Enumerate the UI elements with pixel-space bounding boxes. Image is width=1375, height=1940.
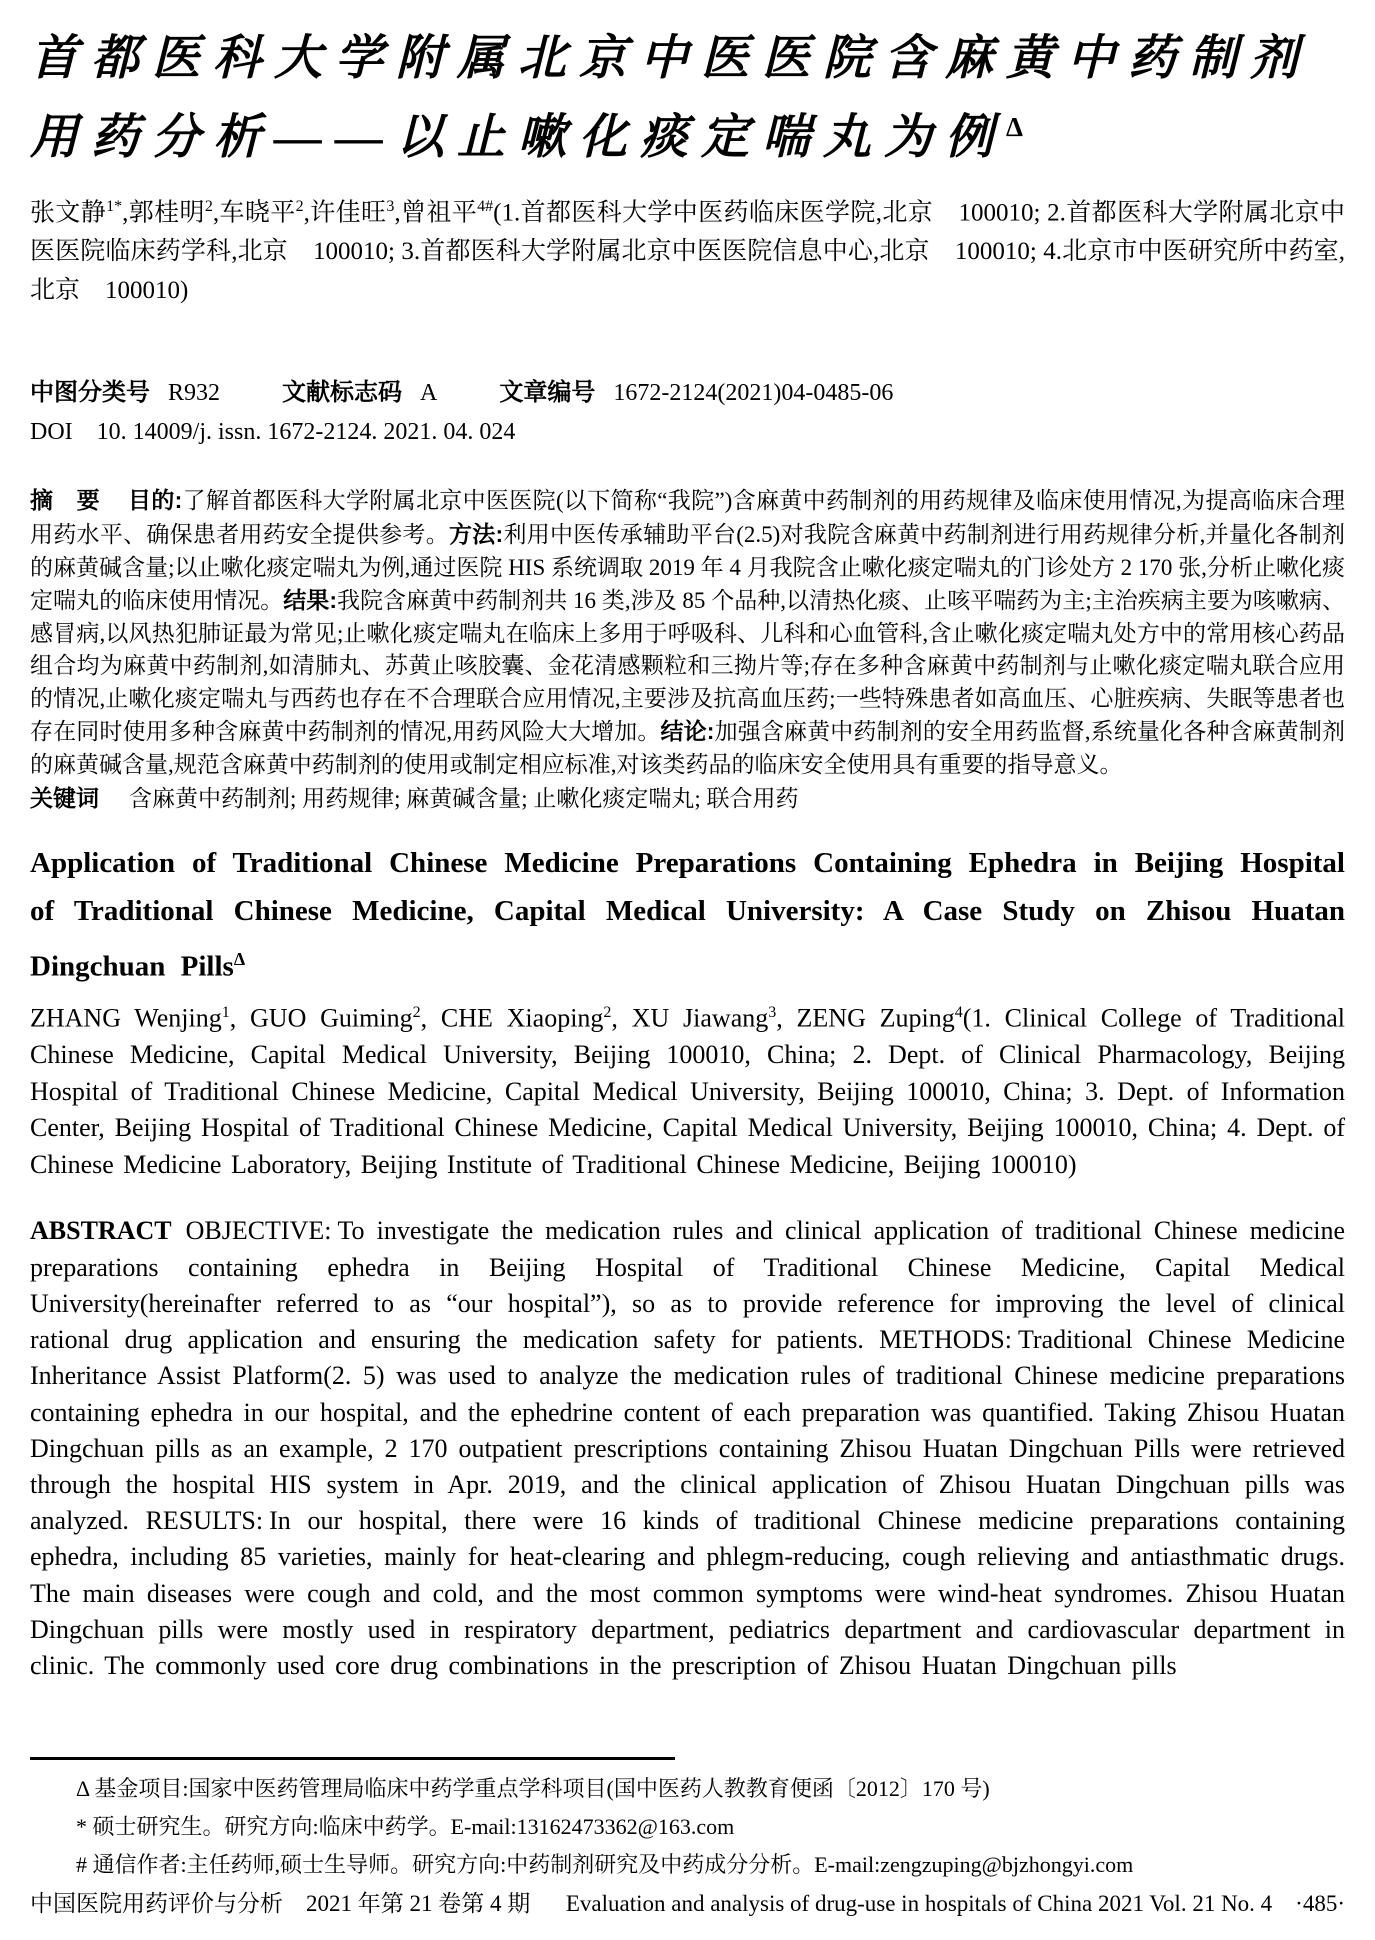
author-sup-en: 3 bbox=[768, 1004, 777, 1022]
keywords-text: 含麻黄中药制剂; 用药规律; 麻黄碱含量; 止嗽化痰定喘丸; 联合用药 bbox=[129, 785, 799, 811]
paper-title-en bbox=[30, 839, 1345, 991]
author-sup: 1* bbox=[106, 198, 123, 215]
title-en-text: Application of Traditional Chinese Medicine Preparations Containing Ephedra in Beijing Hospital of Traditional Chinese Medicine, Capital Medical University: A Case Study on Zhisou Huatan Dingchuan Pills bbox=[30, 846, 1345, 983]
affiliations-cn: (1.首都医科大学中医药临床医学院,北京 100010; 2.首都医科大学附属北京中医医院临床药学科,北京 100010; 3.首都医科大学附属北京中医医院信息中心,北京 100010; 4.北京市中医研究所中药室,北京 100010) bbox=[30, 199, 1345, 305]
clc-label: 中图分类号 bbox=[30, 379, 150, 407]
footnote-block bbox=[30, 1757, 1345, 1884]
keywords-cn bbox=[30, 782, 1345, 815]
author-name-en: , CHE Xiaoping bbox=[420, 1003, 604, 1033]
objective-cn-text: 了解首都医科大学附属北京中医医院(以下简称“我院”)含麻黄中药制剂的用药规律及临床使用情况,为提高临床合理用药水平、确保患者用药安全提供参考。 bbox=[30, 488, 1345, 547]
article-no-value: 1672-2124(2021)04-0485-06 bbox=[613, 380, 894, 407]
footnote-divider bbox=[30, 1757, 675, 1760]
conclusion-cn-label: 结论: bbox=[660, 718, 715, 745]
author-name: ,郭桂明 bbox=[122, 199, 205, 227]
doc-code-label: 文献标志码 bbox=[282, 379, 403, 407]
author-sup-en: 4 bbox=[954, 1004, 963, 1022]
methods-en-label: METHODS: bbox=[879, 1325, 1012, 1355]
author-sup: 4# bbox=[477, 198, 494, 215]
clc-value: R932 bbox=[168, 380, 221, 407]
title-cn-line1: 首都医科大学附属北京中医医院含麻黄中药制剂 bbox=[30, 32, 1312, 85]
footnote-corresponding-author: # 通信作者:主任药师,硕士生导师。研究方向:中药制剂研究及中药成分分析。E-mail:zengzuping@bjzhongyi.com bbox=[76, 1852, 1134, 1877]
doi-value: 10. 14009/j. issn. 1672-2124. 2021. 04. 024 bbox=[96, 419, 516, 446]
objective-en-label: OBJECTIVE: bbox=[185, 1216, 332, 1246]
author-sup: 3 bbox=[386, 198, 395, 215]
footnote-first-author: * 硕士研究生。研究方向:临床中药学。E-mail:13162473362@163.com bbox=[76, 1814, 735, 1839]
authors-en bbox=[30, 995, 1345, 1183]
author-name-en: , ZENG Zuping bbox=[776, 1003, 955, 1033]
author-name-en: , GUO Guiming bbox=[229, 1003, 413, 1033]
author-sup: 2 bbox=[295, 198, 304, 215]
authors-cn bbox=[30, 187, 1345, 310]
results-cn-label: 结果: bbox=[283, 587, 337, 614]
author-sup-en: 1 bbox=[221, 1004, 230, 1022]
author-sup-en: 2 bbox=[603, 1004, 612, 1022]
conclusion-cn-text: 加强含麻黄中药制剂的安全用药监督,系统量化各种含麻黄制剂的麻黄碱含量,规范含麻黄中药制剂的使用或制定相应标准,对该类药品的临床安全使用具有重要的指导意义。 bbox=[30, 719, 1345, 778]
author-name: ,曾祖平 bbox=[394, 199, 478, 227]
results-en-text: In our hospital, there were 16 kinds of traditional Chinese medicine preparations containing ephedra, including 85 varieties, mainly for heat-clearing and phlegm-reducing, cough relieving and antiasthmatic drugs. The main diseases were cough and cold, and the most common symptoms were wind-heat syndromes. Zhisou Huatan Dingchuan pills were mostly used in respiratory department, pediatrics department and cardiovascular department in clinic. The commonly used core drug combinations in the prescription of Zhisou Huatan Dingchuan pills bbox=[30, 1506, 1346, 1680]
paper-title-cn bbox=[30, 24, 1345, 172]
page-footer bbox=[30, 1885, 1345, 1918]
author-sup: 2 bbox=[204, 198, 213, 215]
objective-cn-label: 目的: bbox=[128, 487, 183, 514]
author-name: ,车晓平 bbox=[212, 199, 296, 227]
title-footnote-marker: Δ bbox=[1006, 112, 1023, 142]
doc-code-value: A bbox=[420, 380, 438, 407]
title-en-footnote-marker: Δ bbox=[233, 948, 246, 969]
doi-line bbox=[30, 419, 1345, 446]
abstract-en-label: ABSTRACT bbox=[30, 1216, 172, 1246]
abstract-cn-label: 摘 要 bbox=[30, 487, 100, 514]
abstract-en bbox=[30, 1213, 1345, 1684]
results-cn-text: 我院含麻黄中药制剂共 16 类,涉及 85 个品种,以清热化痰、止咳平喘药为主;主治疾病主要为咳嗽病、感冒病,以风热犯肺证最为常见;止嗽化痰定喘丸在临床上多用于呼吸科、儿科和心血管科,含止嗽化痰定喘丸处方中的常用核心药品组合均为麻黄中药制剂,如清肺丸、苏黄止咳胶囊、金花清感颗粒和三拗片等;存在多种含麻黄中药制剂与止嗽化痰定喘丸联合应用的情况,止嗽化痰定喘丸与西药也存在不合理联合应用情况,主要涉及抗高血压药;一些特殊患者如高血压、心脏疾病、失眠等患者也存在同时使用多种含麻黄中药制剂的情况,用药风险大大增加。 bbox=[30, 588, 1346, 745]
results-en-label: RESULTS: bbox=[145, 1506, 264, 1536]
footnote-fund: Δ 基金项目:国家中医药管理局临床中药学重点学科项目(国中医药人教教育便函〔2012〕170 号) bbox=[76, 1776, 990, 1801]
abstract-cn bbox=[30, 484, 1345, 781]
journal-info-cn: 中国医院用药评价与分析 2021 年第 21 卷第 4 期 bbox=[30, 1891, 531, 1916]
author-name: ,许佳旺 bbox=[303, 199, 387, 227]
methods-cn-label: 方法: bbox=[448, 520, 504, 547]
author-name-en: ZHANG Wenjing bbox=[30, 1003, 222, 1033]
objective-en-text: To investigate the medication rules and clinical application of traditional Chinese medicine preparations containing ephedra in Beijing Hospital of Traditional Chinese Medicine, Capital Medical University(hereinafter referred to as “our hospital”), so as to provide reference for improving the level of clinical rational drug application and ensuring the medication safety for patients. bbox=[30, 1216, 1345, 1355]
author-name-en: , XU Jiawang bbox=[611, 1003, 769, 1033]
meta-line bbox=[30, 372, 1345, 407]
author-name: 张文静 bbox=[30, 199, 107, 227]
title-cn-line2: 用药分析——以止嗽化痰定喘丸为例 bbox=[30, 111, 1007, 164]
methods-en-text: Traditional Chinese Medicine Inheritance Assist Platform(2. 5) was used to analyze the medication rules of traditional Chinese medicine preparations containing ephedra in our hospital, and the ephedrine content of each preparation was quantified. Taking Zhisou Huatan Dingchuan pills as an example, 2 170 outpatient prescriptions containing Zhisou Huatan Dingchuan Pills were retrieved through the hospital HIS system in Apr. 2019, and the clinical application of Zhisou Huatan Dingchuan pills was analyzed. bbox=[30, 1325, 1345, 1536]
author-sup-en: 2 bbox=[412, 1004, 421, 1022]
doi-label: DOI bbox=[30, 419, 73, 446]
affiliations-en: (1. Clinical College of Traditional Chinese Medicine, Capital Medical University, Beijing 100010, China; 2. Dept. of Clinical Pharmacology, Beijing Hospital of Traditional Chinese Medicine, Capital Medical University, Beijing 100010, China; 3. Dept. of Information Center, Beijing Hospital of Traditional Chinese Medicine, Capital Medical University, Beijing 100010, China; 4. Dept. of Chinese Medicine Laboratory, Beijing Institute of Traditional Chinese Medicine, Beijing 100010) bbox=[30, 1003, 1345, 1179]
article-no-label: 文章编号 bbox=[499, 379, 596, 407]
journal-info-en: Evaluation and analysis of drug-use in hospitals of China 2021 Vol. 21 No. 4 ·485· bbox=[565, 1891, 1345, 1916]
methods-cn-text: 利用中医传承辅助平台(2.5)对我院含麻黄中药制剂进行用药规律分析,并量化各制剂的麻黄碱含量;以止嗽化痰定喘丸为例,通过医院 HIS 系统调取 2019 年 4 月我院含止嗽化痰定喘丸的门诊处方 2 170 张,分析止嗽化痰定喘丸的临床使用情况。 bbox=[30, 521, 1345, 614]
keywords-label: 关键词 bbox=[30, 784, 99, 811]
